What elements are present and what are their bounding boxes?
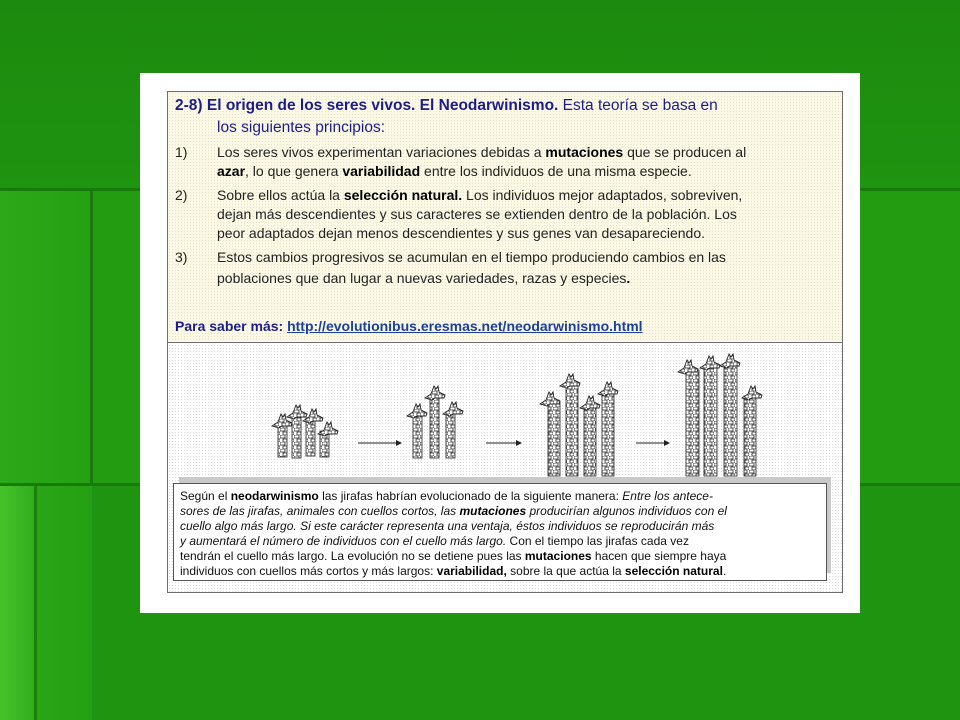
principle-number: 2)	[175, 187, 188, 203]
caption-line-2: sores de las jirafas, animales con cuellos cortos, las mutaciones producirían algunos individuos con el	[180, 504, 727, 518]
principles-text-box	[168, 92, 842, 343]
more-info	[175, 318, 643, 334]
arrow-2-head	[516, 440, 522, 446]
caption-line-5: tendrán el cuello más largo. La evolución no se detiene pues las mutaciones hacen que siempre haya	[180, 549, 727, 563]
principle-3-line-1: Estos cambios progresivos se acumulan en el tiempo produciendo cambios en las	[217, 249, 726, 265]
document-frame	[167, 91, 843, 593]
arrow-3-head	[664, 440, 670, 446]
principle-number: 1)	[175, 144, 188, 160]
more-info-label: Para saber más:	[175, 318, 284, 334]
caption-line-4: y aumentará el número de individuos con el cuello más largo. Con el tiempo las jirafas cada vez	[180, 534, 689, 548]
giraffe-group-medium-necks	[407, 386, 463, 458]
giraffe-group-short-necks	[272, 405, 338, 458]
principle-1-line-2: azar, lo que genera variabilidad entre los individuos de una misma especie.	[217, 163, 692, 179]
principle-3-line-2: poblaciones que dan lugar a nuevas variedades, razas y especies.	[217, 270, 631, 286]
principle-2-line-1: Sobre ellos actúa la selección natural. Los individuos mejor adaptados, sobreviven,	[217, 187, 743, 203]
caption-line-3: cuello algo más largo. Si este carácter representa una ventaja, éstos individuos se reproducirán más	[180, 519, 715, 533]
slide-decor-edge	[34, 485, 37, 720]
arrow-1-head	[396, 440, 402, 446]
section-intro: Esta teoría se basa en	[562, 97, 718, 114]
slide-decor-strip-light	[0, 485, 36, 720]
document-image	[140, 73, 860, 613]
section-intro-continued: los siguientes principios:	[217, 119, 386, 136]
caption-line-6: individuos con cuellos más cortos y más largos: variabilidad, sobre la que actúa la selección natural.	[180, 564, 727, 578]
giraffe-group-longest-necks	[678, 354, 762, 476]
section-heading	[175, 97, 718, 115]
principle-1-line-1: Los seres vivos experimentan variaciones debidas a mutaciones que se producen al	[217, 144, 747, 160]
caption-line-1: Según el neodarwinismo las jirafas habrían evolucionado de la siguiente manera: Entre los antece-	[180, 489, 713, 503]
more-info-link[interactable]: http://evolutionibus.eresmas.net/neodarwinismo.html	[287, 318, 643, 334]
caption-box	[173, 483, 827, 581]
slide-decor-edge	[90, 190, 93, 485]
giraffe-group-long-necks	[540, 374, 618, 476]
principle-number: 3)	[175, 249, 188, 265]
giraffe-evolution-illustration	[168, 344, 842, 480]
principle-2-line-3: peor adaptados dejan menos descendientes y sus genes van desapareciendo.	[217, 225, 706, 241]
section-title: El origen de los seres vivos. El Neodarwinismo.	[206, 97, 559, 114]
principle-2-line-2: dejan más descendientes y sus caracteres se extienden dentro de la población. Los	[217, 206, 737, 222]
section-number: 2-8)	[175, 97, 203, 114]
